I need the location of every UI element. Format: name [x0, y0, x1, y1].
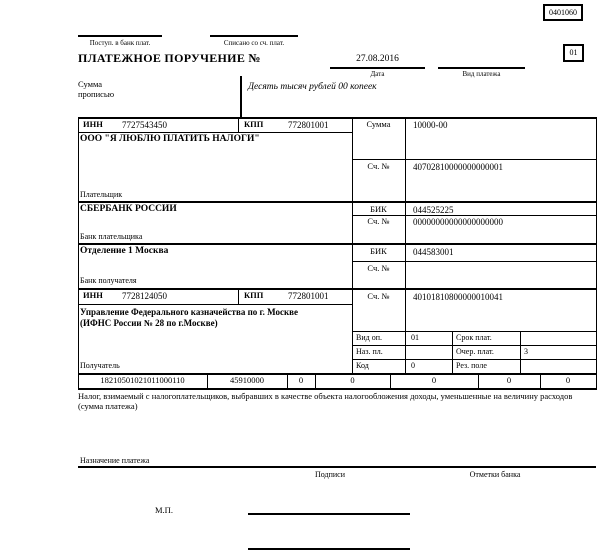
payer-status-box: 01 — [563, 44, 584, 62]
payer-bank-account-label: Сч. № — [367, 216, 390, 226]
debited-stamp-label: Списано со сч. плат. — [223, 39, 285, 47]
receiver-bank-account-label: Сч. № — [367, 263, 390, 273]
divider-line — [78, 466, 596, 468]
sum-label: Сумма — [366, 119, 391, 129]
naz-pl-label: Наз. пл. — [356, 347, 383, 356]
receiver-name-line1: Управление Федерального казначейства по г. Москве — [80, 307, 298, 317]
divider-line — [78, 201, 597, 203]
divider-line — [78, 243, 597, 245]
receiver-bank-name: Отделение 1 Москва — [80, 246, 169, 256]
payer-bank-caption: Банк плательщика — [80, 232, 143, 241]
purpose-text: Налог, взимаемый с налогоплательщиков, выбравших в качестве объекта налогообложения доходы, уменьшенные на величину расходов (сумма платежа) — [78, 391, 573, 411]
payer-account-value: 40702810000000000001 — [413, 162, 503, 172]
divider-line — [238, 117, 239, 132]
payer-bank-account-value: 00000000000000000000 — [413, 217, 503, 227]
divider-line — [330, 67, 425, 69]
receiver-kpp-label: КПП — [244, 290, 264, 300]
divider-line — [438, 67, 525, 69]
divider-line — [352, 359, 597, 360]
divider-line — [78, 117, 79, 389]
payer-bank-name: СБЕРБАНК РОССИИ — [80, 204, 177, 214]
vid-op-value: 01 — [411, 333, 419, 342]
receiver-account-label: Сч. № — [367, 291, 390, 301]
divider-line — [352, 345, 597, 346]
rez-pole-label: Рез. поле — [456, 361, 487, 370]
date-value: 27.08.2016 — [356, 54, 399, 64]
receiver-bank-caption: Банк получателя — [80, 276, 137, 285]
sum-value: 10000-00 — [413, 120, 448, 130]
divider-line — [352, 117, 353, 373]
divider-line — [405, 117, 406, 373]
tax-field-basis: 0 — [298, 375, 304, 385]
stamp-label: М.П. — [155, 505, 173, 515]
bank-marks-label: Отметки банка — [469, 470, 521, 479]
amount-words-label-1: Сумма — [78, 79, 103, 89]
divider-line — [240, 76, 242, 117]
payer-inn-label: ИНН — [83, 119, 103, 129]
receiver-name-line2: (ИФНС России № 28 по г.Москве) — [80, 318, 218, 328]
receiver-account-value: 40101810800000010041 — [413, 292, 503, 302]
receiver-kpp-value: 772801001 — [288, 291, 329, 301]
payer-kpp-value: 772801001 — [288, 120, 329, 130]
divider-line — [520, 331, 521, 373]
divider-line — [352, 261, 597, 262]
kod-label: Код — [356, 361, 369, 370]
divider-line — [596, 117, 597, 389]
receiver-bank-bik-label: БИК — [370, 246, 387, 256]
payment-type-label: Вид платежа — [462, 70, 501, 78]
tax-field-oktmo: 45910000 — [230, 375, 264, 385]
divider-line — [78, 304, 352, 305]
payer-inn-value: 7727543450 — [122, 120, 167, 130]
receiver-inn-value: 7728124050 — [122, 291, 167, 301]
divider-line — [78, 117, 597, 119]
receiver-bank-bik-value: 044583001 — [413, 247, 454, 257]
tax-field-date: 0 — [506, 375, 512, 385]
amount-in-words: Десять тысяч рублей 00 копеек — [248, 82, 377, 92]
divider-line — [210, 35, 298, 37]
received-stamp-label: Поступ. в банк плат. — [89, 39, 151, 47]
date-label: Дата — [370, 70, 385, 78]
receiver-inn-label: ИНН — [83, 290, 103, 300]
purpose-caption: Назначение платежа — [80, 456, 150, 465]
payer-account-label: Сч. № — [367, 161, 390, 171]
vid-op-label: Вид оп. — [356, 333, 382, 342]
payer-name: ООО "Я ЛЮБЛЮ ПЛАТИТЬ НАЛОГИ" — [80, 134, 260, 144]
tax-field-kbk: 18210501021011000110 — [100, 375, 185, 385]
divider-line — [78, 288, 597, 290]
receiver-caption: Получатель — [80, 361, 120, 370]
amount-words-label-2: прописью — [78, 89, 115, 99]
divider-line — [78, 388, 597, 390]
divider-line — [78, 35, 162, 37]
signature-line — [248, 548, 410, 550]
tax-field-period: 0 — [350, 375, 355, 385]
document-title: ПЛАТЕЖНОЕ ПОРУЧЕНИЕ № — [78, 51, 261, 65]
payer-caption: Плательщик — [80, 190, 123, 199]
ocher-plat-value: 3 — [524, 347, 528, 356]
srok-plat-label: Срок плат. — [456, 333, 492, 342]
form-code-box: 0401060 — [543, 4, 583, 21]
divider-line — [78, 132, 352, 133]
signatures-label: Подписи — [314, 470, 345, 479]
divider-line — [452, 331, 453, 373]
signature-line — [248, 513, 410, 515]
tax-field-number: 0 — [431, 375, 437, 385]
payer-bank-bik-value: 044525225 — [413, 205, 454, 215]
divider-line — [352, 331, 597, 332]
payer-kpp-label: КПП — [244, 119, 264, 129]
ocher-plat-label: Очер. плат. — [456, 347, 494, 356]
tax-field-type: 0 — [565, 375, 571, 385]
divider-line — [238, 288, 239, 304]
divider-line — [352, 159, 597, 160]
payer-bank-bik-label: БИК — [370, 204, 387, 214]
kod-value: 0 — [411, 361, 415, 370]
